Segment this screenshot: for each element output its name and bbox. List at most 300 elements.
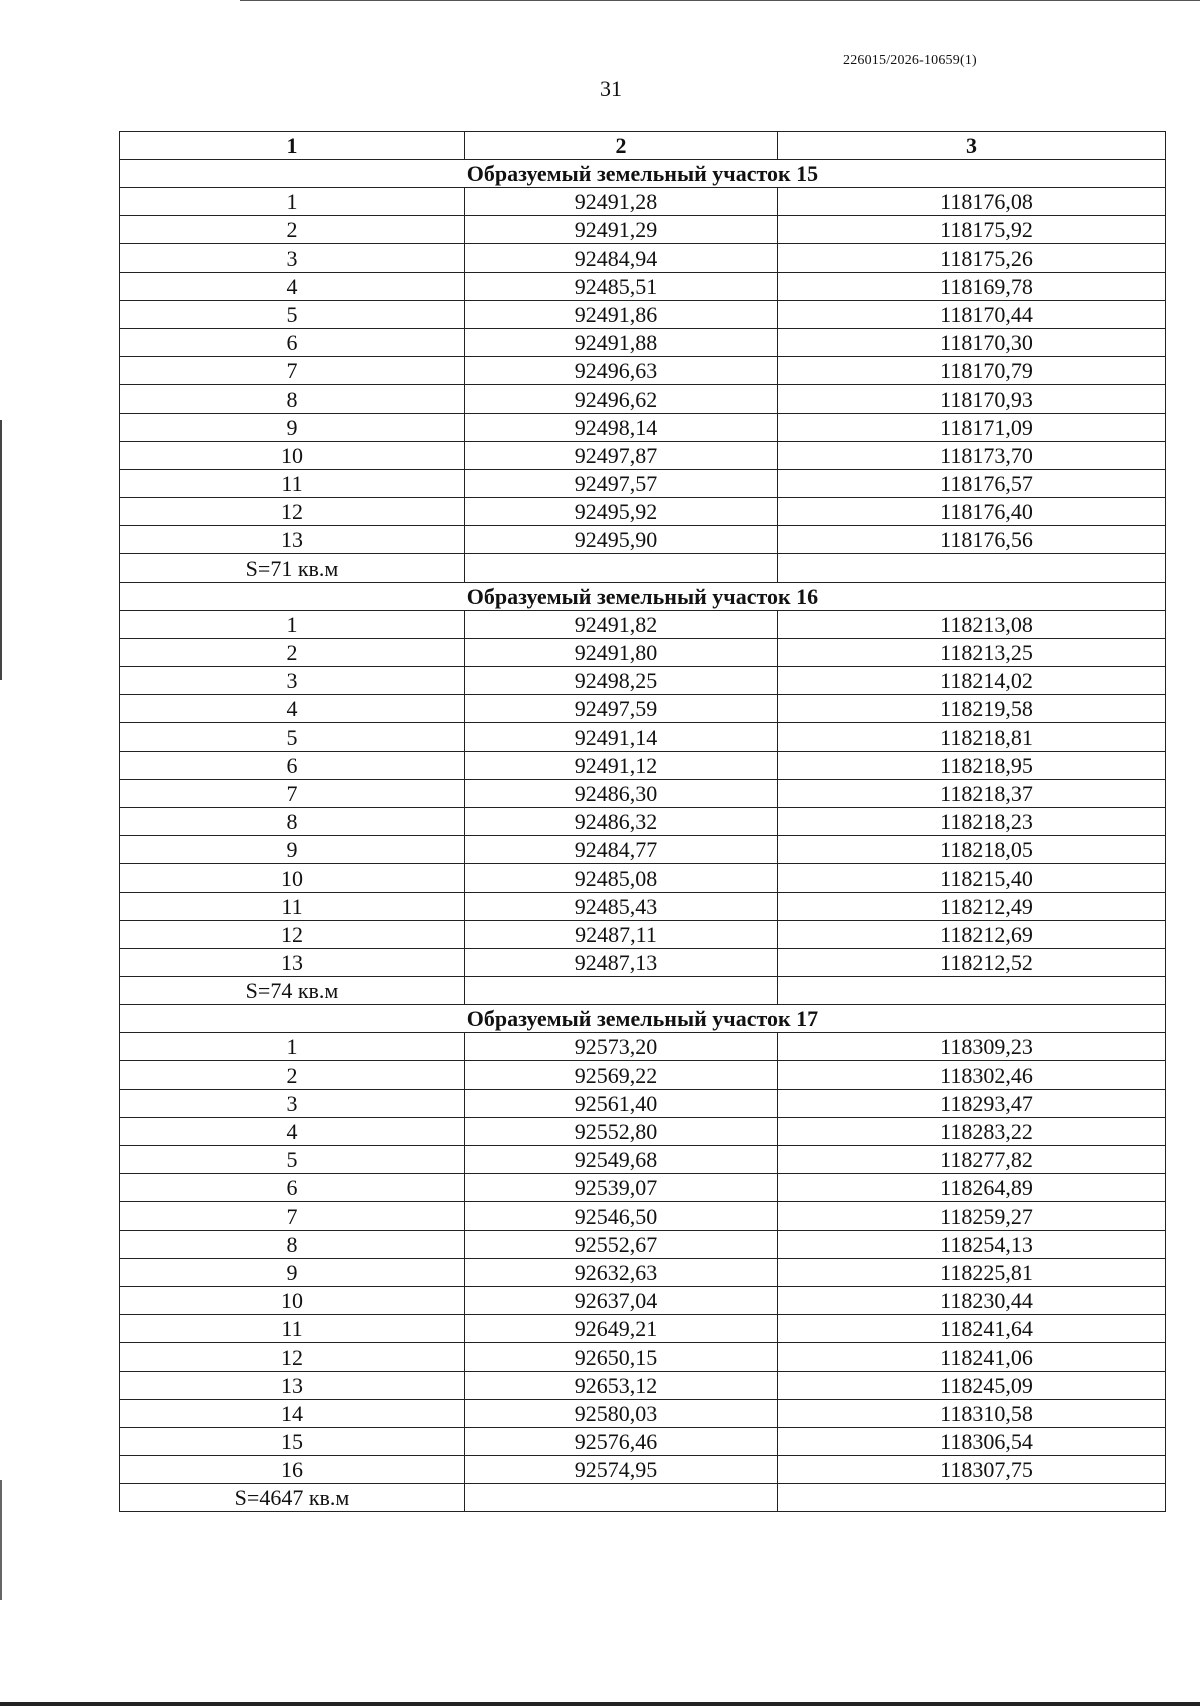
coordinate-y-cell [778, 807, 1166, 835]
coordinate-x: 92576,46 [574, 1429, 658, 1455]
area-empty-cell [465, 977, 778, 1005]
point-number: 6 [286, 1175, 298, 1201]
coordinate-x-cell [465, 610, 778, 638]
point-number: 13 [281, 950, 303, 976]
point-number: 13 [281, 527, 303, 553]
table-row [120, 751, 1166, 779]
table-row [120, 1230, 1166, 1258]
point-number: 10 [281, 1288, 303, 1314]
coordinate-y: 118218,23 [940, 809, 1033, 835]
area-empty-cell [778, 1484, 1166, 1512]
point-number: 2 [286, 1062, 298, 1088]
coordinate-x-cell [465, 779, 778, 807]
table-header-row [120, 132, 1166, 160]
point-number: 14 [281, 1400, 303, 1426]
coordinate-y-cell [778, 638, 1166, 666]
coordinate-x-cell [465, 1427, 778, 1455]
coordinate-y: 118212,69 [940, 921, 1033, 947]
table-row [120, 357, 1166, 385]
scan-left-edge-mark [0, 420, 2, 680]
point-number-cell [120, 244, 465, 272]
coordinate-x-cell [465, 272, 778, 300]
point-number-cell [120, 695, 465, 723]
table-row [120, 610, 1166, 638]
coordinate-y: 118245,09 [940, 1372, 1033, 1398]
coordinate-y-cell [778, 1146, 1166, 1174]
table-row [120, 1286, 1166, 1314]
coordinate-x: 92498,25 [574, 668, 658, 694]
coordinate-y-cell [778, 920, 1166, 948]
coordinate-y: 118173,70 [940, 442, 1033, 468]
table-row [120, 498, 1166, 526]
point-number-cell [120, 638, 465, 666]
coordinate-x-cell [465, 498, 778, 526]
coordinate-x: 92484,77 [574, 837, 658, 863]
coordinate-y-cell [778, 1343, 1166, 1371]
coordinate-x-cell [465, 667, 778, 695]
point-number: 15 [281, 1429, 303, 1455]
coordinate-y: 118214,02 [940, 668, 1033, 694]
area-row [120, 1484, 1166, 1512]
point-number-cell [120, 328, 465, 356]
coordinate-x-cell [465, 1258, 778, 1286]
coordinate-y: 118176,40 [940, 499, 1033, 525]
coordinate-x-cell [465, 807, 778, 835]
coordinate-y: 118170,30 [940, 330, 1033, 356]
coordinate-x: 92495,92 [574, 499, 658, 525]
coordinate-y-cell [778, 328, 1166, 356]
area-value: S=74 кв.м [120, 977, 465, 1005]
coordinate-y-cell [778, 1033, 1166, 1061]
point-number: 7 [286, 780, 298, 806]
coordinate-y: 118215,40 [940, 865, 1033, 891]
point-number-cell [120, 807, 465, 835]
coordinate-y-cell [778, 779, 1166, 807]
coordinate-y-cell [778, 1427, 1166, 1455]
point-number-cell [120, 272, 465, 300]
point-number: 11 [281, 471, 303, 497]
section-title-row [120, 160, 1166, 188]
coordinate-y: 118170,44 [940, 301, 1033, 327]
table-row [120, 836, 1166, 864]
point-number: 9 [286, 837, 298, 863]
table-row [120, 1146, 1166, 1174]
coordinate-y-cell [778, 1456, 1166, 1484]
point-number: 11 [281, 1316, 303, 1342]
coordinate-y: 118212,52 [940, 950, 1033, 976]
coordinate-x: 92486,32 [574, 809, 658, 835]
point-number: 8 [286, 1231, 298, 1257]
coordinates-table-body [120, 132, 1166, 1512]
table-row [120, 1456, 1166, 1484]
point-number: 10 [281, 442, 303, 468]
coordinate-x-cell [465, 328, 778, 356]
point-number: 1 [286, 611, 298, 637]
point-number-cell [120, 836, 465, 864]
coordinate-y-cell [778, 864, 1166, 892]
coordinate-y-cell [778, 1399, 1166, 1427]
coordinate-x: 92632,63 [574, 1259, 658, 1285]
area-row [120, 977, 1166, 1005]
coordinate-x: 92486,30 [574, 780, 658, 806]
coordinate-x-cell [465, 892, 778, 920]
table-row [120, 469, 1166, 497]
point-number: 2 [286, 217, 298, 243]
table-row [120, 188, 1166, 216]
scan-bottom-edge [0, 1702, 1200, 1706]
point-number-cell [120, 188, 465, 216]
point-number: 1 [286, 189, 298, 215]
coordinate-y-cell [778, 1230, 1166, 1258]
coordinate-x-cell [465, 441, 778, 469]
point-number: 13 [281, 1372, 303, 1398]
coordinate-y: 118241,64 [940, 1316, 1033, 1342]
table-row [120, 272, 1166, 300]
coordinate-y-cell [778, 610, 1166, 638]
coordinate-x: 92637,04 [574, 1288, 658, 1314]
column-header-1: 1 [120, 132, 465, 160]
point-number-cell [120, 948, 465, 976]
coordinate-x-cell [465, 948, 778, 976]
point-number-cell [120, 667, 465, 695]
point-number-cell [120, 1230, 465, 1258]
coordinate-x-cell [465, 1146, 778, 1174]
table-row [120, 864, 1166, 892]
coordinate-y-cell [778, 1089, 1166, 1117]
table-row [120, 328, 1166, 356]
point-number: 7 [286, 358, 298, 384]
coordinate-y: 118310,58 [940, 1400, 1033, 1426]
point-number: 16 [281, 1457, 303, 1483]
coordinate-x: 92546,50 [574, 1203, 658, 1229]
coordinate-y: 118302,46 [940, 1062, 1033, 1088]
coordinate-y: 118309,23 [940, 1034, 1033, 1060]
point-number-cell [120, 1033, 465, 1061]
coordinate-y: 118230,44 [940, 1288, 1033, 1314]
coordinate-x: 92497,59 [574, 696, 658, 722]
coordinate-y-cell [778, 413, 1166, 441]
coordinate-y-cell [778, 695, 1166, 723]
point-number-cell [120, 723, 465, 751]
point-number-cell [120, 1286, 465, 1314]
point-number: 7 [286, 1203, 298, 1229]
coordinate-x: 92491,12 [574, 752, 658, 778]
coordinate-x-cell [465, 1315, 778, 1343]
coordinate-y-cell [778, 357, 1166, 385]
point-number: 9 [286, 1259, 298, 1285]
coordinate-x-cell [465, 864, 778, 892]
coordinate-x-cell [465, 836, 778, 864]
area-empty-cell [465, 1484, 778, 1512]
section-title: Образуемый земельный участок 15 [120, 160, 1166, 188]
coordinate-y: 118170,79 [940, 358, 1033, 384]
coordinate-x: 92496,62 [574, 386, 658, 412]
coordinate-y: 118176,56 [940, 527, 1033, 553]
point-number: 1 [286, 1034, 298, 1060]
coordinate-y: 118175,92 [940, 217, 1033, 243]
point-number-cell [120, 1061, 465, 1089]
point-number: 11 [281, 893, 303, 919]
section-title: Образуемый земельный участок 16 [120, 582, 1166, 610]
point-number-cell [120, 1258, 465, 1286]
coordinate-y: 118259,27 [940, 1203, 1033, 1229]
coordinate-y-cell [778, 244, 1166, 272]
point-number: 5 [286, 724, 298, 750]
point-number-cell [120, 1174, 465, 1202]
column-header-3: 3 [778, 132, 1166, 160]
table-row [120, 413, 1166, 441]
point-number: 5 [286, 301, 298, 327]
coordinate-y-cell [778, 1258, 1166, 1286]
point-number-cell [120, 610, 465, 638]
point-number: 3 [286, 668, 298, 694]
coordinate-x-cell [465, 413, 778, 441]
coordinate-y: 118306,54 [940, 1429, 1033, 1455]
table-row [120, 216, 1166, 244]
coordinate-x: 92552,80 [574, 1119, 658, 1144]
point-number-cell [120, 1427, 465, 1455]
point-number-cell [120, 1146, 465, 1174]
coordinate-y-cell [778, 216, 1166, 244]
point-number: 4 [286, 696, 298, 722]
coordinate-y-cell [778, 948, 1166, 976]
point-number-cell [120, 413, 465, 441]
point-number: 12 [281, 921, 303, 947]
table-row [120, 695, 1166, 723]
coordinate-y: 118218,05 [940, 837, 1033, 863]
table-row [120, 920, 1166, 948]
point-number-cell [120, 498, 465, 526]
coordinate-y: 118171,09 [940, 414, 1033, 440]
coordinate-x: 92491,80 [574, 640, 658, 665]
coordinate-x: 92650,15 [574, 1344, 658, 1370]
point-number-cell [120, 1315, 465, 1343]
table-row [120, 638, 1166, 666]
coordinate-y-cell [778, 892, 1166, 920]
point-number-cell [120, 751, 465, 779]
coordinate-x-cell [465, 723, 778, 751]
coordinate-x-cell [465, 638, 778, 666]
coordinate-x: 92497,57 [574, 471, 658, 497]
coordinate-x: 92573,20 [574, 1034, 658, 1060]
coordinate-x: 92491,82 [574, 611, 658, 637]
coordinate-x-cell [465, 1230, 778, 1258]
area-value: S=4647 кв.м [120, 1484, 465, 1512]
coordinate-x-cell [465, 357, 778, 385]
table-row [120, 1033, 1166, 1061]
coordinate-y: 118241,06 [940, 1344, 1033, 1370]
coordinate-y-cell [778, 469, 1166, 497]
coordinate-x-cell [465, 1371, 778, 1399]
section-title: Образуемый земельный участок 17 [120, 1005, 1166, 1033]
coordinate-x-cell [465, 1456, 778, 1484]
coordinates-table [119, 131, 1166, 1512]
coordinate-y-cell [778, 1174, 1166, 1202]
area-empty-cell [465, 554, 778, 582]
coordinate-x: 92491,88 [574, 330, 658, 356]
area-row [120, 554, 1166, 582]
coordinate-y-cell [778, 723, 1166, 751]
coordinate-x-cell [465, 1174, 778, 1202]
point-number-cell [120, 1371, 465, 1399]
coordinate-x: 92491,14 [574, 724, 658, 750]
coordinate-y: 118218,95 [940, 752, 1033, 778]
column-header-2: 2 [465, 132, 778, 160]
coordinate-y: 118307,75 [940, 1457, 1033, 1483]
coordinate-y: 118213,08 [940, 611, 1033, 637]
coordinate-x: 92487,13 [574, 950, 658, 976]
coordinate-x-cell [465, 920, 778, 948]
table-row [120, 1202, 1166, 1230]
table-row [120, 526, 1166, 554]
table-row [120, 1399, 1166, 1427]
coordinate-x: 92485,08 [574, 865, 658, 891]
point-number-cell [120, 526, 465, 554]
point-number-cell [120, 920, 465, 948]
coordinate-x: 92491,86 [574, 301, 658, 327]
table-row [120, 244, 1166, 272]
coordinate-x-cell [465, 526, 778, 554]
table-row [120, 1174, 1166, 1202]
point-number: 3 [286, 245, 298, 271]
table-row [120, 892, 1166, 920]
coordinate-x-cell [465, 695, 778, 723]
coordinate-x: 92574,95 [574, 1457, 658, 1483]
point-number-cell [120, 779, 465, 807]
table-row [120, 723, 1166, 751]
coordinate-y-cell [778, 441, 1166, 469]
table-row [120, 1089, 1166, 1117]
point-number-cell [120, 357, 465, 385]
table-row [120, 948, 1166, 976]
coordinate-x: 92495,90 [574, 527, 658, 553]
table-row [120, 385, 1166, 413]
coordinate-y-cell [778, 498, 1166, 526]
point-number-cell [120, 892, 465, 920]
point-number: 4 [286, 1119, 298, 1144]
coordinate-y: 118176,57 [940, 471, 1033, 497]
table-row [120, 1427, 1166, 1455]
coordinate-x-cell [465, 385, 778, 413]
coordinate-x: 92569,22 [574, 1062, 658, 1088]
coordinate-y-cell [778, 1371, 1166, 1399]
point-number: 6 [286, 752, 298, 778]
coordinate-x-cell [465, 751, 778, 779]
coordinate-x-cell [465, 244, 778, 272]
coordinate-y: 118175,26 [940, 245, 1033, 271]
coordinate-y-cell [778, 751, 1166, 779]
point-number: 5 [286, 1147, 298, 1173]
point-number-cell [120, 1399, 465, 1427]
coordinate-x-cell [465, 1061, 778, 1089]
table-row [120, 779, 1166, 807]
coordinate-y-cell [778, 526, 1166, 554]
coordinate-x-cell [465, 1343, 778, 1371]
point-number-cell [120, 385, 465, 413]
coordinate-x-cell [465, 1089, 778, 1117]
area-value: S=71 кв.м [120, 554, 465, 582]
table-row [120, 1061, 1166, 1089]
coordinate-x: 92491,28 [574, 189, 658, 215]
coordinate-y-cell [778, 188, 1166, 216]
coordinate-y: 118218,37 [940, 780, 1033, 806]
section-title-row [120, 1005, 1166, 1033]
area-empty-cell [778, 977, 1166, 1005]
table-row [120, 807, 1166, 835]
coordinate-x: 92552,67 [574, 1231, 658, 1257]
document-id: 226015/2026-10659(1) [843, 53, 977, 68]
table-row [120, 1117, 1166, 1145]
table-row [120, 1315, 1166, 1343]
coordinate-x-cell [465, 1399, 778, 1427]
area-empty-cell [778, 554, 1166, 582]
coordinate-x-cell [465, 1117, 778, 1145]
coordinate-y: 118293,47 [940, 1090, 1033, 1116]
section-title-row [120, 582, 1166, 610]
coordinate-x: 92549,68 [574, 1147, 658, 1173]
point-number: 6 [286, 330, 298, 356]
page-number: 31 [600, 76, 622, 101]
point-number-cell [120, 1202, 465, 1230]
point-number: 2 [286, 640, 298, 665]
point-number: 8 [286, 809, 298, 835]
point-number-cell [120, 1343, 465, 1371]
table-row [120, 1371, 1166, 1399]
coordinate-y-cell [778, 1286, 1166, 1314]
point-number-cell [120, 441, 465, 469]
point-number: 12 [281, 1344, 303, 1370]
table-row [120, 1343, 1166, 1371]
point-number: 12 [281, 499, 303, 525]
coordinate-y-cell [778, 1117, 1166, 1145]
coordinate-y-cell [778, 667, 1166, 695]
coordinate-x: 92485,51 [574, 273, 658, 299]
point-number-cell [120, 1089, 465, 1117]
point-number-cell [120, 864, 465, 892]
scan-left-edge-mark-lower [0, 1480, 2, 1600]
coordinate-y-cell [778, 1061, 1166, 1089]
coordinate-x: 92539,07 [574, 1175, 658, 1201]
coordinate-y: 118176,08 [940, 189, 1033, 215]
point-number: 3 [286, 1090, 298, 1116]
coordinate-x: 92485,43 [574, 893, 658, 919]
coordinate-y: 118283,22 [940, 1119, 1033, 1144]
coordinate-y: 118277,82 [940, 1147, 1033, 1173]
coordinate-x: 92497,87 [574, 442, 658, 468]
coordinate-y: 118225,81 [940, 1259, 1033, 1285]
coordinate-x: 92491,29 [574, 217, 658, 243]
coordinate-x: 92580,03 [574, 1400, 658, 1426]
coordinate-y: 118213,25 [940, 640, 1033, 665]
coordinate-x-cell [465, 1202, 778, 1230]
coordinate-y-cell [778, 1315, 1166, 1343]
point-number-cell [120, 216, 465, 244]
coordinate-x-cell [465, 1033, 778, 1061]
point-number: 9 [286, 414, 298, 440]
coordinate-x: 92649,21 [574, 1316, 658, 1342]
point-number: 4 [286, 273, 298, 299]
coordinate-x: 92484,94 [574, 245, 658, 271]
coordinate-x: 92487,11 [575, 921, 657, 947]
table-row [120, 1258, 1166, 1286]
coordinate-x-cell [465, 300, 778, 328]
coordinate-y-cell [778, 385, 1166, 413]
coordinate-y: 118264,89 [940, 1175, 1033, 1201]
coordinate-x: 92653,12 [574, 1372, 658, 1398]
coordinate-x: 92496,63 [574, 358, 658, 384]
scan-top-edge [240, 0, 1200, 1]
coordinate-x-cell [465, 216, 778, 244]
